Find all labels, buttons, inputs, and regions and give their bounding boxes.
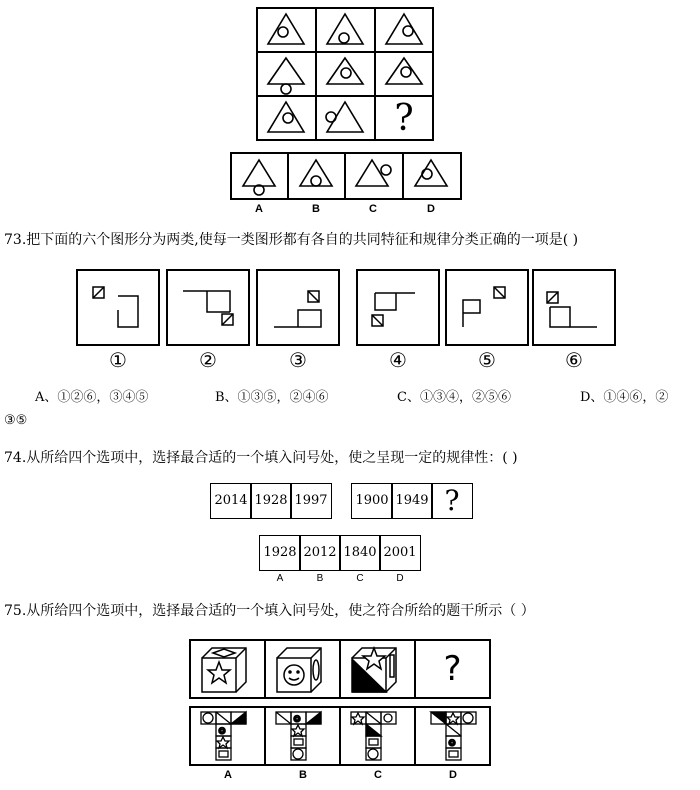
option-label-c: C: [374, 769, 382, 781]
option-label-a: A: [255, 203, 263, 215]
net-b-icon: [276, 712, 321, 760]
figure-number-6: ⑥: [565, 348, 583, 372]
option-label-c: C: [369, 203, 377, 215]
net-c-icon: [351, 712, 396, 760]
sequence-cell: 1997: [290, 483, 332, 519]
option-c[interactable]: C、①③④，②⑤⑥: [397, 390, 511, 405]
option-b[interactable]: B、①③⑤，②④⑥: [215, 390, 329, 405]
option-label-d: D: [396, 573, 404, 584]
option-value-d[interactable]: 2001: [379, 535, 421, 571]
question-73: 73.把下面的六个图形分为两类,使每一类图形都有各自的共同特征和规律分类正确的一项是( ): [4, 232, 579, 248]
sequence-cell: 1900: [351, 483, 393, 519]
question-mark: ?: [443, 649, 462, 689]
option-value-a[interactable]: 1928: [259, 535, 301, 571]
cube-star-icon: [202, 648, 246, 692]
cube-smiley-icon: [277, 648, 321, 692]
option-a[interactable]: A、①②⑥，③④⑤: [35, 390, 149, 405]
svg-text:☺: ☺: [218, 727, 227, 737]
net-a-icon: [201, 712, 246, 760]
option-label-c: C: [356, 573, 364, 584]
cube-star-triangle-icon: [352, 648, 396, 692]
question-75: 75.从所给四个选项中，选择最合适的一个填入问号处，使之符合所给的题干所示（ ）: [4, 603, 535, 619]
svg-text:☺: ☺: [448, 739, 457, 749]
option-d-wrap: ③⑤: [4, 413, 28, 428]
option-label-a: A: [224, 769, 232, 781]
svg-text:☺: ☺: [293, 715, 302, 725]
option-label-b: B: [312, 203, 320, 215]
option-label-d: D: [427, 203, 435, 215]
figure-number-2: ②: [199, 348, 217, 372]
option-label-a: A: [276, 573, 284, 584]
net-d-icon: [431, 712, 476, 760]
option-d[interactable]: D、①④⑥，②: [580, 390, 669, 405]
figure-number-1: ①: [109, 348, 127, 372]
option-value-b[interactable]: 2012: [299, 535, 341, 571]
figure-number-4: ④: [389, 348, 407, 372]
option-label-d: D: [449, 769, 457, 781]
sequence-cell: 1928: [250, 483, 292, 519]
sequence-cell: 2014: [210, 483, 252, 519]
question-mark: ?: [431, 483, 473, 519]
question-mark: ?: [394, 98, 414, 139]
option-label-b: B: [299, 769, 307, 781]
figure-number-5: ⑤: [478, 348, 496, 372]
question-74: 74.从所给四个选项中，选择最合适的一个填入问号处，使之呈现一定的规律性：( ): [4, 450, 518, 466]
option-value-c[interactable]: 1840: [339, 535, 381, 571]
sequence-cell: 1949: [391, 483, 433, 519]
option-label-b: B: [316, 573, 324, 584]
figure-number-3: ③: [289, 348, 307, 372]
